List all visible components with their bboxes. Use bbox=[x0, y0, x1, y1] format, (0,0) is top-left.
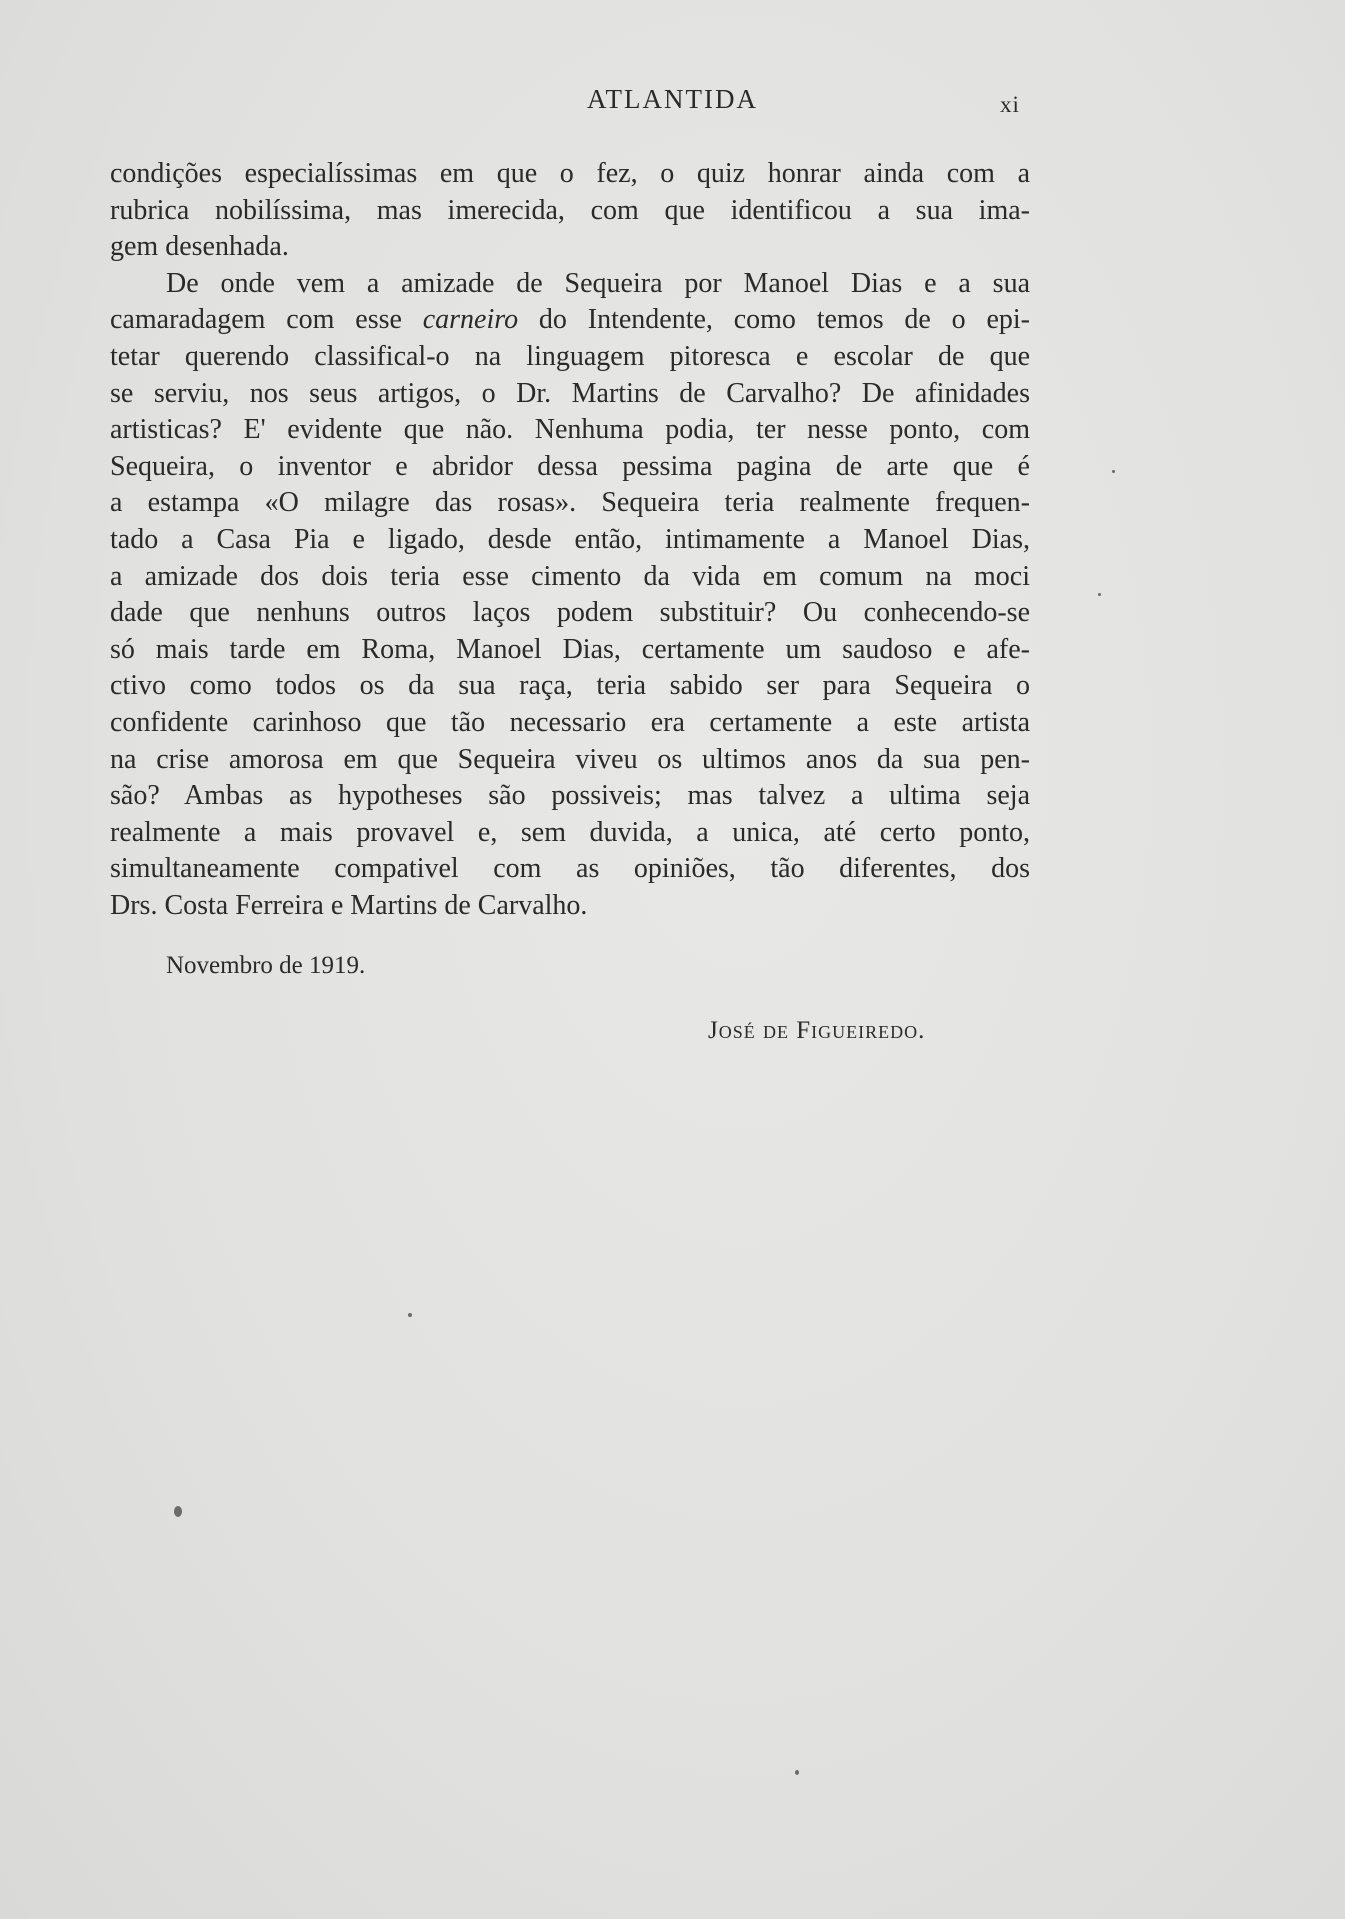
text-line: confidente carinhoso que tão necessario era certamente a este artista bbox=[110, 706, 1030, 738]
text-line: se serviu, nos seus artigos, o Dr. Martins de Carvalho? De afinidades bbox=[110, 377, 1030, 409]
text-line: na crise amorosa em que Sequeira viveu os ultimos anos da sua pen- bbox=[110, 743, 1030, 775]
text-line: tetar querendo classifical-o na linguagem pitoresca e escolar de que bbox=[110, 340, 1030, 372]
text-line: a estampa «O milagre das rosas». Sequeira teria realmente frequen- bbox=[110, 487, 1030, 519]
text-line: rubrica nobilíssima, mas imerecida, com que identificou a sua ima- bbox=[110, 194, 1030, 226]
text-line: a amizade dos dois teria esse cimento da vida em comum na moci bbox=[110, 560, 1030, 592]
author-signature: José de Figueiredo. bbox=[708, 1017, 926, 1044]
text-line: Sequeira, o inventor e abridor dessa pessima pagina de arte que é bbox=[110, 450, 1030, 482]
text-line: dade que nenhuns outros laços podem substituir? Ou conhecendo-se bbox=[110, 597, 1030, 629]
paper-speck bbox=[795, 1770, 799, 1775]
text-run: camaradagem com esse bbox=[110, 304, 423, 336]
text-line: condições especialíssimas em que o fez, o quiz honrar ainda com a bbox=[110, 158, 1030, 189]
body-text bbox=[110, 156, 1030, 924]
text-line: são? Ambas as hypotheses são possiveis; mas talvez a ultima seja bbox=[110, 780, 1030, 812]
italic-term: carneiro bbox=[422, 304, 519, 336]
paper-speck bbox=[1098, 593, 1101, 596]
page-number: xi bbox=[1000, 92, 1020, 117]
text-line: realmente a mais provavel e, sem duvida, a unica, até certo ponto, bbox=[110, 816, 1030, 848]
text-run: do Intendente, como temos de o epi- bbox=[518, 304, 1030, 336]
text-line: artisticas? E' evidente que não. Nenhuma podia, ter nesse ponto, com bbox=[110, 414, 1030, 446]
text-line: gem desenhada. bbox=[110, 231, 289, 263]
text-line: Drs. Costa Ferreira e Martins de Carvalho. bbox=[110, 889, 588, 921]
running-title: ATLANTIDA bbox=[587, 84, 758, 114]
paragraph-start-line: De onde vem a amizade de Sequeira por Manoel Dias e a sua bbox=[166, 267, 1030, 299]
text-line: ctivo como todos os da sua raça, teria sabido ser para Sequeira o bbox=[110, 670, 1030, 702]
text-line: tado a Casa Pia e ligado, desde então, intimamente a Manoel Dias, bbox=[110, 523, 1030, 555]
paper-speck bbox=[1112, 470, 1115, 473]
text-line: só mais tarde em Roma, Manoel Dias, certamente um saudoso e afe- bbox=[110, 633, 1030, 665]
paper-speck bbox=[408, 1313, 412, 1317]
text-line bbox=[110, 302, 1030, 339]
paper-speck bbox=[174, 1506, 182, 1517]
text-line: simultaneamente compativel com as opiniões, tão diferentes, dos bbox=[110, 853, 1030, 885]
dateline: Novembro de 1919. bbox=[166, 952, 366, 979]
